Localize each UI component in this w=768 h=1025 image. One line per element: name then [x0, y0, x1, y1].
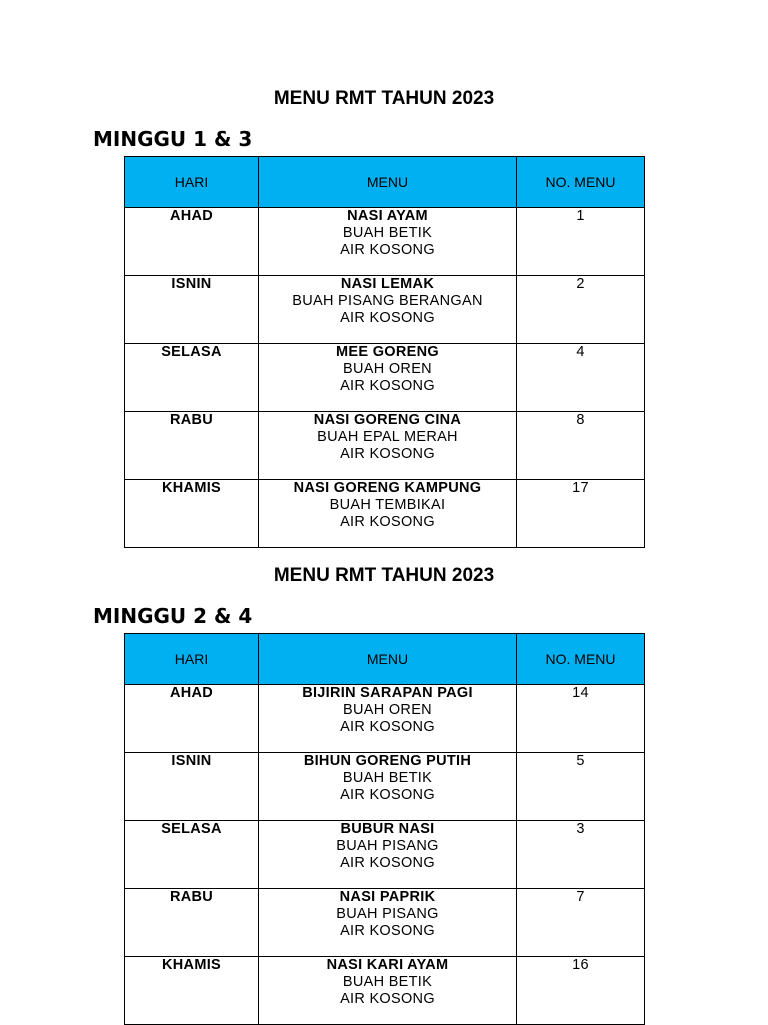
menu-cell	[259, 957, 517, 1025]
drink: AIR KOSONG	[340, 241, 435, 258]
menu-cell	[259, 821, 517, 889]
table-row	[125, 957, 645, 1025]
fruit: BUAH BETIK	[342, 973, 433, 990]
main-dish: NASI GORENG KAMPUNG	[293, 480, 482, 496]
fruit: BUAH EPAL MERAH	[317, 428, 458, 445]
day-cell: ISNIN	[125, 276, 259, 344]
fruit: BUAH BETIK	[342, 769, 433, 786]
table-row	[125, 685, 645, 753]
main-dish: NASI KARI AYAM	[326, 957, 449, 973]
menu-cell	[259, 753, 517, 821]
header-menu: MENU	[259, 157, 517, 208]
fruit: BUAH PISANG BERANGAN	[292, 292, 483, 309]
fruit: BUAH TEMBIKAI	[329, 496, 446, 513]
table-row	[125, 276, 645, 344]
menu-number: 4	[517, 344, 645, 412]
table-header-row	[125, 157, 645, 208]
week-title: MINGGU 2 & 4	[93, 604, 253, 628]
day-cell: SELASA	[125, 344, 259, 412]
day-cell: RABU	[125, 889, 259, 957]
header-no-menu: NO. MENU	[517, 634, 645, 685]
drink: AIR KOSONG	[340, 377, 435, 394]
main-dish: MEE GORENG	[336, 344, 439, 360]
drink: AIR KOSONG	[340, 513, 435, 530]
fruit: BUAH BETIK	[342, 224, 433, 241]
day-cell: KHAMIS	[125, 957, 259, 1025]
table-row	[125, 208, 645, 276]
main-dish: NASI PAPRIK	[339, 889, 436, 905]
drink: AIR KOSONG	[340, 922, 435, 939]
week-title: MINGGU 1 & 3	[93, 127, 253, 151]
menu-table	[124, 633, 645, 1025]
fruit: BUAH PISANG	[336, 837, 439, 854]
menu-number: 17	[517, 480, 645, 548]
table-header-row	[125, 634, 645, 685]
header-hari: HARI	[125, 157, 259, 208]
menu-number: 14	[517, 685, 645, 753]
drink: AIR KOSONG	[340, 445, 435, 462]
menu-cell	[259, 889, 517, 957]
main-dish: BIJIRIN SARAPAN PAGI	[302, 685, 473, 701]
day-cell: SELASA	[125, 821, 259, 889]
drink: AIR KOSONG	[340, 309, 435, 326]
fruit: BUAH OREN	[343, 701, 432, 718]
table-row	[125, 480, 645, 548]
table-row	[125, 889, 645, 957]
fruit: BUAH PISANG	[336, 905, 439, 922]
table-row	[125, 753, 645, 821]
day-cell: ISNIN	[125, 753, 259, 821]
drink: AIR KOSONG	[340, 718, 435, 735]
drink: AIR KOSONG	[340, 786, 435, 803]
menu-number: 5	[517, 753, 645, 821]
menu-number: 1	[517, 208, 645, 276]
menu-cell	[259, 412, 517, 480]
day-cell: AHAD	[125, 685, 259, 753]
menu-cell	[259, 480, 517, 548]
main-dish: NASI AYAM	[347, 208, 428, 224]
document-title: MENU RMT TAHUN 2023	[273, 88, 495, 109]
document-title: MENU RMT TAHUN 2023	[273, 565, 495, 586]
header-no-menu: NO. MENU	[517, 157, 645, 208]
table-row	[125, 344, 645, 412]
menu-number: 7	[517, 889, 645, 957]
menu-number: 8	[517, 412, 645, 480]
table-row	[125, 412, 645, 480]
table-row	[125, 821, 645, 889]
menu-table	[124, 156, 645, 548]
menu-cell	[259, 276, 517, 344]
header-hari: HARI	[125, 634, 259, 685]
main-dish: BIHUN GORENG PUTIH	[303, 753, 472, 769]
drink: AIR KOSONG	[340, 854, 435, 871]
fruit: BUAH OREN	[343, 360, 432, 377]
main-dish: NASI GORENG CINA	[313, 412, 462, 428]
day-cell: KHAMIS	[125, 480, 259, 548]
menu-number: 16	[517, 957, 645, 1025]
day-cell: AHAD	[125, 208, 259, 276]
main-dish: BUBUR NASI	[340, 821, 435, 837]
drink: AIR KOSONG	[340, 990, 435, 1007]
menu-number: 2	[517, 276, 645, 344]
menu-cell	[259, 344, 517, 412]
menu-number: 3	[517, 821, 645, 889]
main-dish: NASI LEMAK	[340, 276, 435, 292]
menu-cell	[259, 208, 517, 276]
menu-cell	[259, 685, 517, 753]
day-cell: RABU	[125, 412, 259, 480]
header-menu: MENU	[259, 634, 517, 685]
